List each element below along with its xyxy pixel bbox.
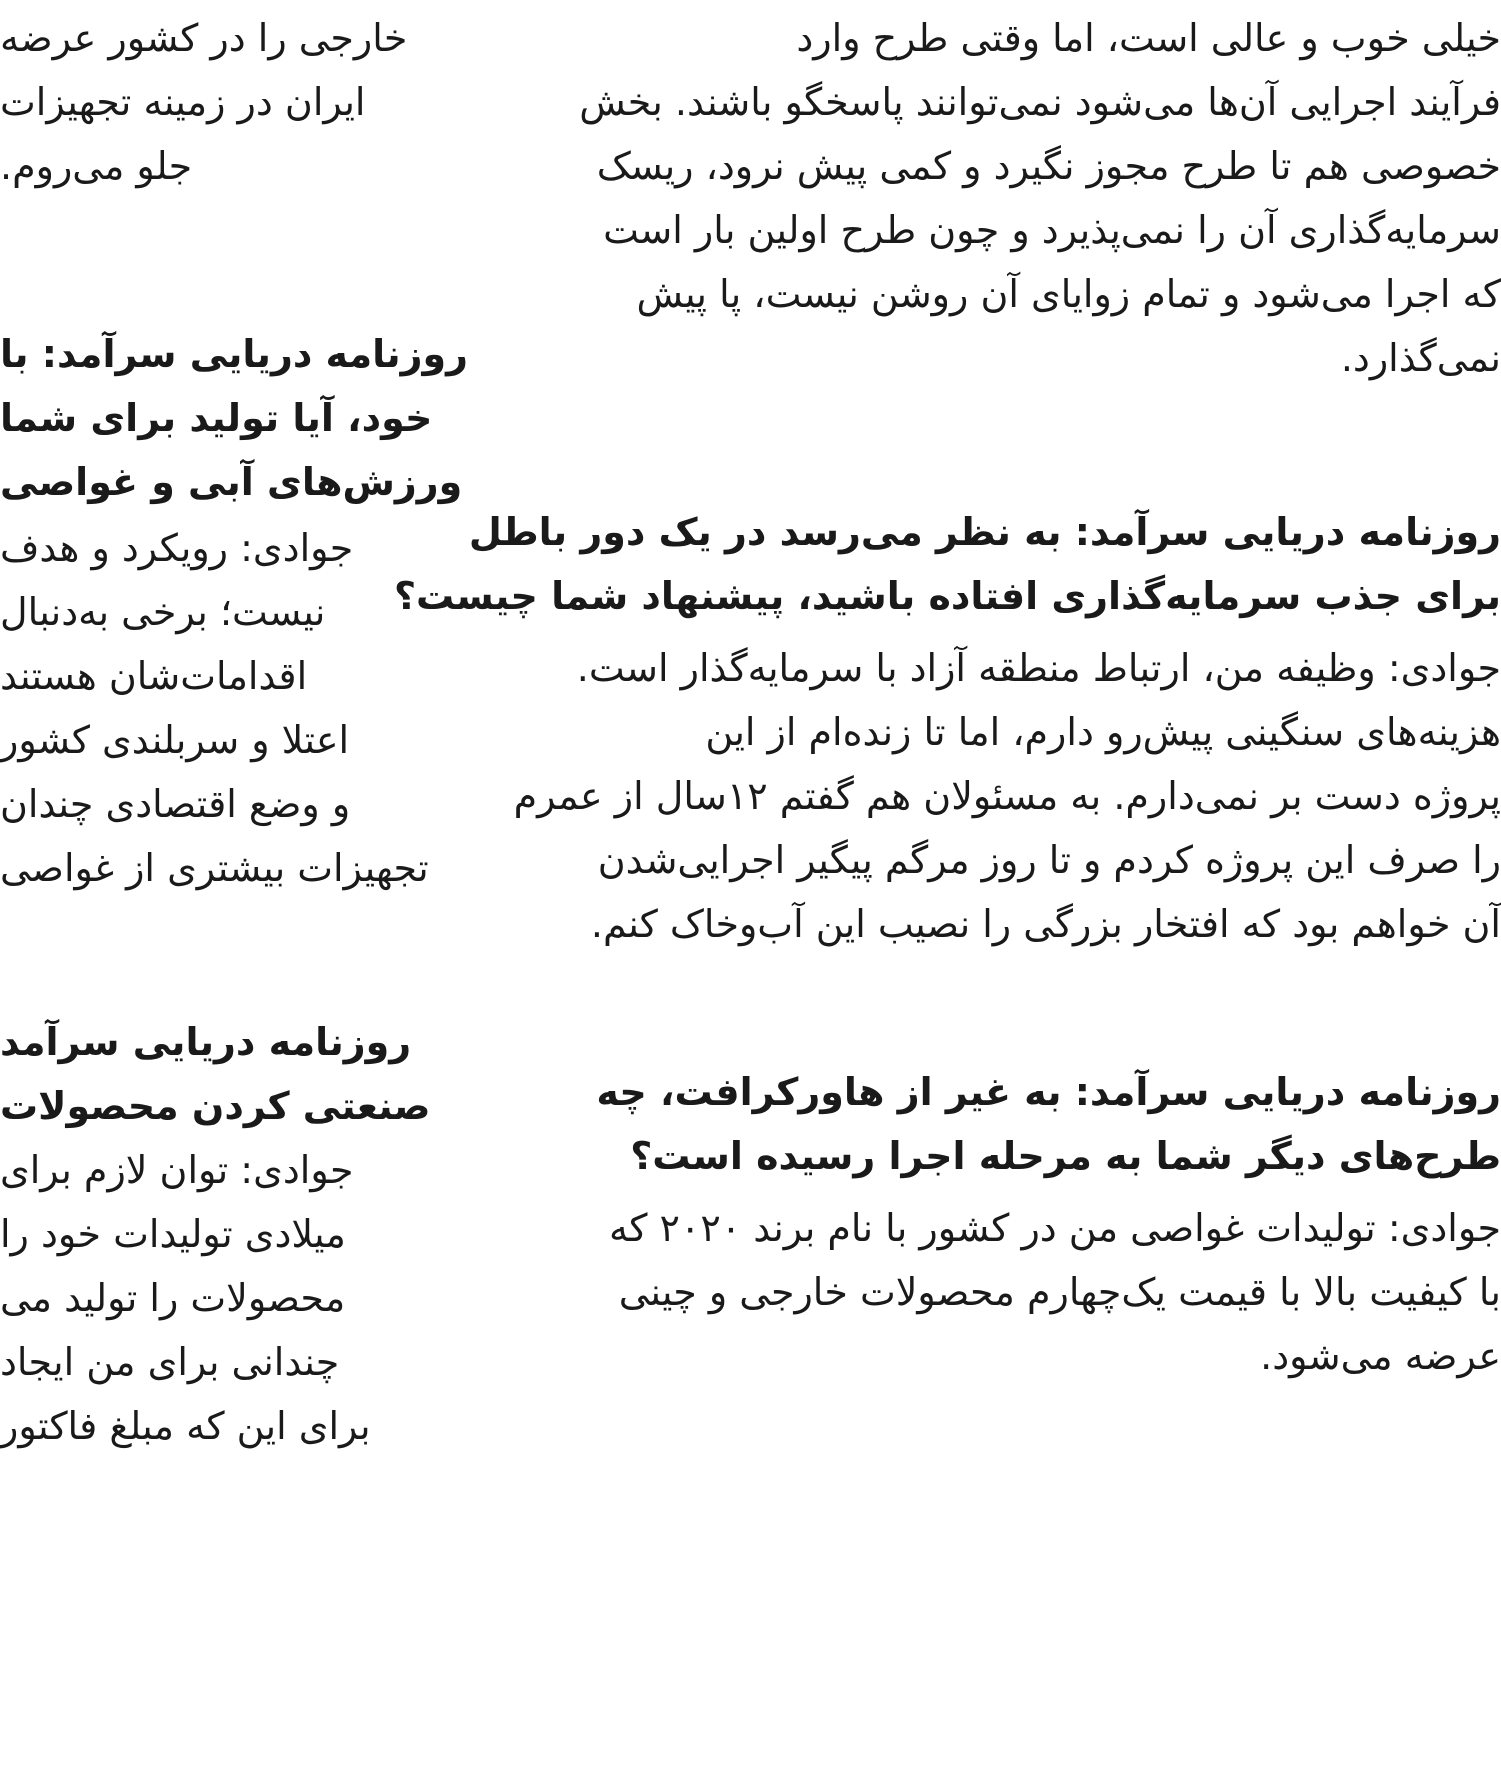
question-line: روزنامه دریایی سرآمد: به غیر از هاورکرافت، چه — [596, 1070, 1501, 1114]
question-line: روزنامه دریایی سرآمد: با — [0, 332, 469, 376]
text-line: اقدامات‌شان هستند — [0, 654, 308, 698]
text-line: سرمایه‌گذاری آن را نمی‌پذیرد و چون طرح اولین بار است — [603, 208, 1501, 252]
text-line: جوادی: توان لازم برای — [0, 1148, 354, 1192]
text-line: نیست؛ برخی به‌دنبال — [0, 590, 326, 634]
question-line: طرح‌های دیگر شما به مرحله اجرا رسیده است؟ — [630, 1134, 1501, 1178]
question-line: روزنامه دریایی سرآمد: به نظر می‌رسد در یک دور باطل — [468, 510, 1501, 554]
text-line: و وضع اقتصادی چندان — [0, 782, 351, 826]
text-line: خارجی را در کشور عرضه — [0, 16, 408, 60]
text-line: محصولات را تولید می — [0, 1276, 346, 1320]
article-column-right — [394, 0, 1501, 1785]
text-line: چندانی برای من ایجاد — [0, 1340, 340, 1384]
question-line: صنعتی کردن محصولات — [0, 1084, 431, 1128]
question-line: ورزش‌های آبی و غواصی — [0, 460, 463, 504]
text-line: اعتلا و سربلندی کشور — [0, 718, 350, 762]
text-line: هزینه‌های سنگینی پیش‌رو دارم، اما تا زنده‌ام از این — [705, 710, 1501, 754]
text-line: نمی‌گذارد. — [1340, 336, 1501, 380]
text-line: خصوصی هم تا طرح مجوز نگیرد و کمی پیش نرود، ریسک — [596, 144, 1501, 188]
question-line: خود، آیا تولید برای شما — [0, 396, 433, 440]
text-line: فرآیند اجرایی آن‌ها می‌شود نمی‌توانند پاسخگو باشند. بخش — [579, 80, 1501, 124]
text-line: تجهیزات بیشتری از غواصی — [0, 846, 429, 890]
text-line: با کیفیت بالا با قیمت یک‌چهارم محصولات خارجی و چینی — [618, 1270, 1501, 1314]
text-line: جوادی: وظیفه من، ارتباط منطقه آزاد با سرمایه‌گذار است. — [576, 646, 1501, 690]
text-line: جلو می‌روم. — [0, 144, 193, 188]
text-line: که اجرا می‌شود و تمام زوایای آن روشن نیست، پا پیش — [636, 272, 1501, 316]
text-line: جوادی: رویکرد و هدف — [0, 526, 354, 570]
text-line: آن خواهم بود که افتخار بزرگی را نصیب این آب‌وخاک کنم. — [590, 902, 1501, 946]
text-line: میلادی تولیدات خود را — [0, 1212, 346, 1256]
text-line: عرضه می‌شود. — [1260, 1334, 1501, 1378]
text-line: ایران در زمینه تجهیزات — [0, 80, 366, 124]
article-column-left — [0, 0, 469, 1785]
question-line: روزنامه دریایی سرآمد — [0, 1020, 412, 1064]
text-line: خیلی خوب و عالی است، اما وقتی طرح وارد — [796, 16, 1501, 60]
text-line: برای این که مبلغ فاکتور — [0, 1404, 371, 1448]
text-line: جوادی: تولیدات غواصی من در کشور با نام برند ۲۰۲۰ که — [608, 1206, 1501, 1250]
text-line: را صرف این پروژه کردم و تا روز مرگم پیگیر اجرایی‌شدن — [597, 838, 1501, 882]
text-line: پروژه دست بر نمی‌دارم. به مسئولان هم گفتم ۱۲سال از عمرم — [513, 774, 1501, 818]
question-line: برای جذب سرمایه‌گذاری افتاده باشید، پیشنهاد شما چیست؟ — [394, 574, 1501, 618]
